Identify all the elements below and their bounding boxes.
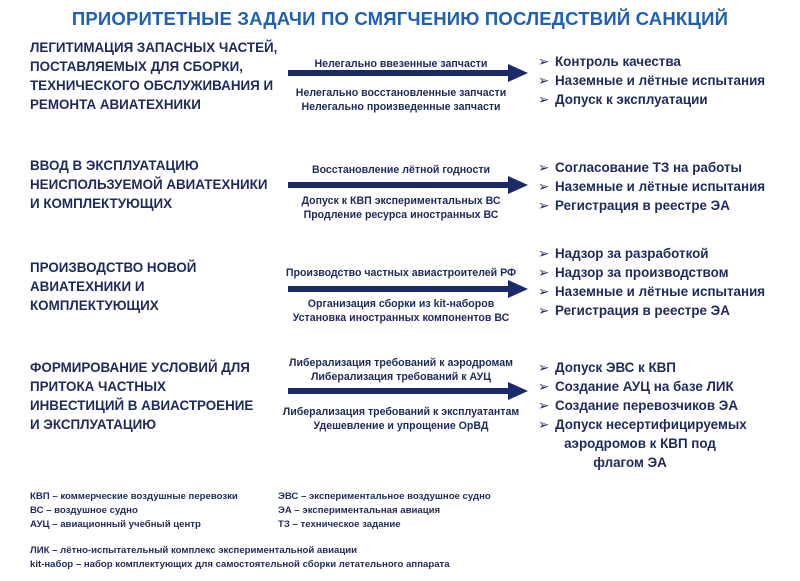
arrow-caption-line: Нелегально восстановленные запчасти [295, 87, 507, 99]
row-title-line: ТЕХНИЧЕСКОГО ОБСЛУЖИВАНИЯ И [30, 78, 274, 93]
row-title-line: И ЭКСПЛУАТАЦИЮ [30, 417, 157, 432]
row-title-line: ПРОИЗВОДСТВО НОВОЙ [30, 260, 197, 275]
row-title [30, 358, 280, 434]
arrow-caption-above [282, 356, 520, 384]
arrow-shape [288, 280, 528, 298]
outcome-item [538, 377, 747, 396]
arrow-caption-line: Либерализация требований к АУЦ [310, 371, 492, 383]
outcome-text: Допуск несертифицируемых [555, 417, 747, 432]
legend-item: КВП – коммерческие воздушные перевозки [30, 491, 238, 502]
row-title-line: ЛЕГИТИМАЦИЯ ЗАПАСНЫХ ЧАСТЕЙ, [30, 40, 278, 55]
outcome-item [538, 52, 765, 71]
row-title-line: ИНВЕСТИЦИЙ В АВИАСТРОЕНИЕ [30, 398, 254, 413]
chevron-right-icon: ➢ [538, 160, 550, 175]
page-title: ПРИОРИТЕТНЫЕ ЗАДАЧИ ПО СМЯГЧЕНИЮ ПОСЛЕДСТВИЙ САНКЦИЙ [71, 8, 729, 29]
row-title-line: ПРИТОКА ЧАСТНЫХ [30, 379, 166, 394]
outcome-list [538, 358, 747, 472]
chevron-right-icon: ➢ [538, 246, 550, 261]
row-title-line: ВВОД В ЭКСПЛУАТАЦИЮ [30, 158, 199, 173]
arrow-caption-above [282, 163, 520, 177]
outcome-item [538, 244, 765, 263]
legend-left [30, 490, 238, 532]
arrow-caption-below [282, 405, 520, 433]
chevron-right-icon: ➢ [538, 284, 550, 299]
chevron-right-icon: ➢ [538, 73, 550, 88]
outcome-text: Допуск ЭВС к КВП [555, 360, 676, 375]
arrow-caption-line: Удешевление и упрощение ОрВД [313, 420, 489, 432]
legend-item: ЛИК – лётно-испытательный комплекс экспериментальной авиации [30, 545, 358, 556]
row-title-line: ПОСТАВЛЯЕМЫХ ДЛЯ СБОРКИ, [30, 59, 244, 74]
chevron-right-icon: ➢ [538, 265, 550, 280]
arrow-caption-below [282, 194, 520, 222]
outcome-text: Согласование ТЗ на работы [555, 160, 742, 175]
outcome-item [538, 196, 765, 215]
outcome-text: Наземные и лётные испытания [555, 73, 766, 88]
outcome-item [538, 453, 705, 472]
legend-bottom [30, 544, 450, 572]
outcome-item [538, 263, 765, 282]
arrow-caption-line: Восстановление лётной годности [311, 164, 491, 176]
chevron-right-icon: ➢ [538, 417, 550, 432]
arrow-right-icon [288, 382, 528, 400]
arrow-caption-line: Либерализация требований к эксплуатантам [282, 406, 520, 418]
arrow-caption-below [282, 86, 520, 114]
row-title-line: РЕМОНТА АВИАТЕХНИКИ [30, 97, 201, 112]
legend-item: kit-набор – набор комплектующих для самостоятельной сборки летательного аппарата [30, 559, 450, 570]
arrow-right-icon [288, 280, 528, 298]
chevron-right-icon: ➢ [538, 303, 550, 318]
arrow-right-icon [288, 64, 528, 82]
legend-item: ТЗ – техническое задание [278, 519, 401, 530]
row-title-line: КОМПЛЕКТУЮЩИХ [30, 298, 159, 313]
chevron-right-icon: ➢ [538, 360, 550, 375]
outcome-text: Контроль качества [555, 54, 681, 69]
chevron-right-icon: ➢ [538, 198, 550, 213]
outcome-item [538, 71, 765, 90]
legend-item: ВС – воздушное судно [30, 505, 138, 516]
outcome-item [538, 282, 765, 301]
legend-item: ЭВС – экспериментальное воздушное судно [278, 491, 491, 502]
arrow-shape [288, 64, 528, 82]
arrow-caption-line: Нелегально ввезенные запчасти [314, 58, 488, 70]
outcome-item [538, 301, 765, 320]
arrow-right-icon [288, 176, 528, 194]
outcome-item [538, 434, 725, 453]
outcome-text: Наземные и лётные испытания [555, 179, 766, 194]
outcome-list [538, 244, 765, 320]
outcome-item [538, 415, 747, 434]
legend-item: ЭА – экспериментальная авиация [278, 505, 441, 516]
outcome-list [538, 158, 765, 215]
arrow-caption-line: Организация сборки из kit-наборов [307, 298, 495, 310]
outcome-text: Создание перевозчиков ЭА [555, 398, 738, 413]
row-title-line: НЕИСПОЛЬЗУЕМОЙ АВИАТЕХНИКИ [30, 177, 268, 192]
arrow-caption-line: Продление ресурса иностранных ВС [303, 209, 499, 221]
row-title [30, 38, 280, 114]
arrow-caption-line: Нелегально произведенные запчасти [301, 101, 501, 113]
arrow-caption-below [282, 297, 520, 325]
outcome-item [538, 177, 765, 196]
outcome-text: Регистрация в реестре ЭА [555, 198, 730, 213]
chevron-right-icon: ➢ [538, 179, 550, 194]
arrow-caption-line: Допуск к КВП экспериментальных ВС [301, 195, 501, 207]
chevron-right-icon: ➢ [538, 92, 550, 107]
arrow-caption-above [282, 266, 520, 280]
chevron-right-icon: ➢ [538, 398, 550, 413]
outcome-text: Регистрация в реестре ЭА [555, 303, 730, 318]
outcome-item [538, 396, 747, 415]
outcome-text: аэродромов к КВП под [564, 436, 716, 451]
row-title [30, 156, 280, 213]
chevron-right-icon: ➢ [538, 54, 550, 69]
arrow-shape [288, 382, 528, 400]
outcome-text: Создание АУЦ на базе ЛИК [555, 379, 734, 394]
row-title-line: АВИАТЕХНИКИ И [30, 279, 145, 294]
outcome-text: Наземные и лётные испытания [555, 284, 766, 299]
outcome-item [538, 158, 765, 177]
outcome-list [538, 52, 765, 109]
outcome-text: Надзор за производством [555, 265, 729, 280]
outcome-text: флагом ЭА [593, 455, 667, 470]
arrow-caption-line: Либерализация требований к аэродромам [289, 357, 513, 369]
outcome-item [538, 358, 747, 377]
row-title-line: ФОРМИРОВАНИЕ УСЛОВИЙ ДЛЯ [30, 360, 250, 375]
arrow-shape [288, 176, 528, 194]
legend-item: АУЦ – авиационный учебный центр [30, 519, 201, 530]
legend-right [278, 490, 491, 532]
chevron-right-icon: ➢ [538, 379, 550, 394]
arrow-caption-line: Производство частных авиастроителей РФ [285, 267, 517, 279]
row-title-line: И КОМПЛЕКТУЮЩИХ [30, 196, 173, 211]
outcome-text: Надзор за разработкой [555, 246, 709, 261]
outcome-text: Допуск к эксплуатации [555, 92, 708, 107]
outcome-item [538, 90, 765, 109]
arrow-caption-line: Установка иностранных компонентов ВС [292, 312, 510, 324]
row-title [30, 258, 280, 315]
